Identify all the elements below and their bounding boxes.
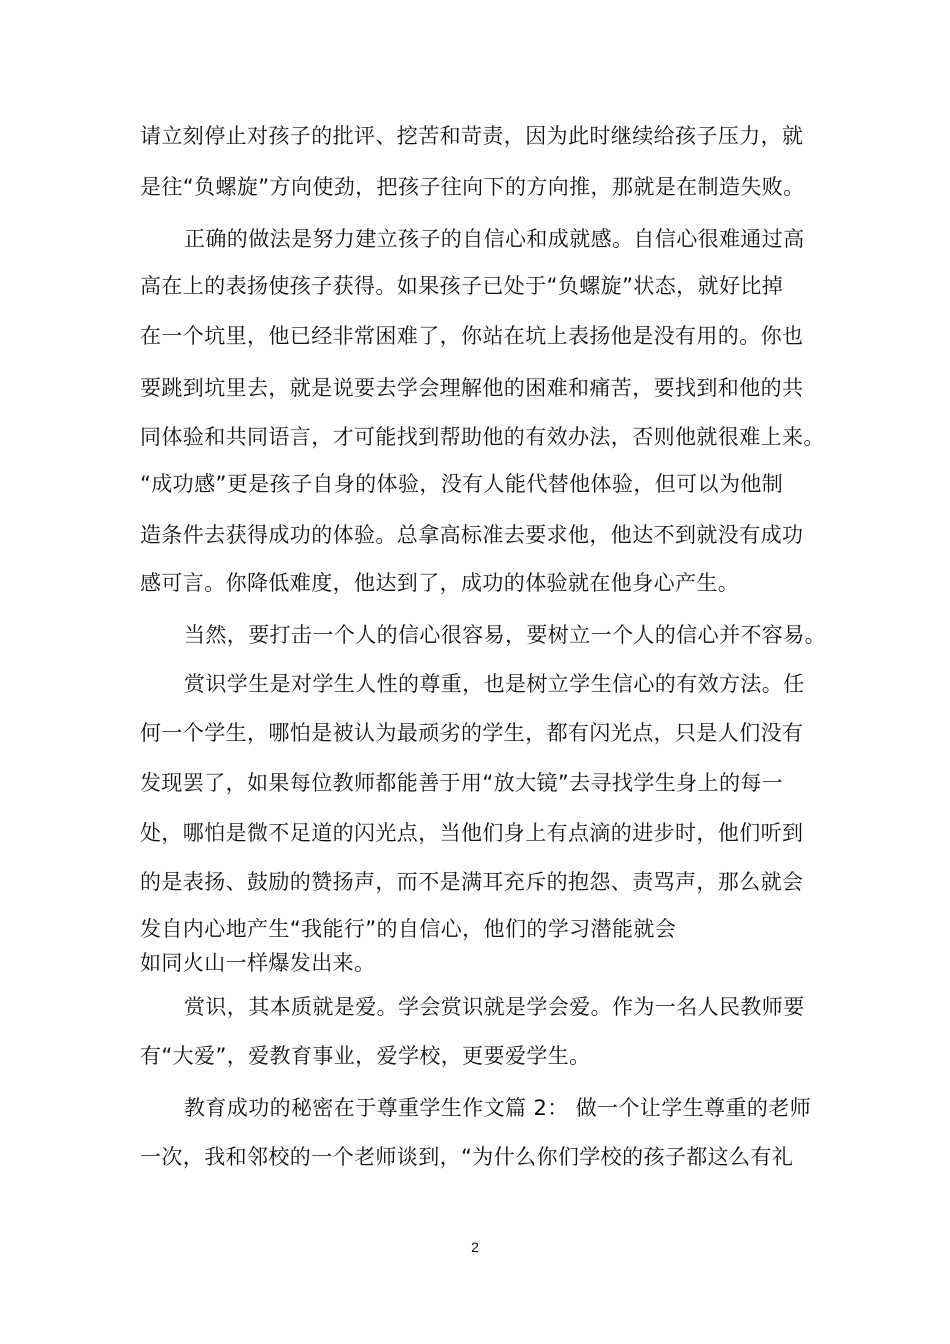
paragraph-start-line: 教育成功的秘密在于尊重学生作文篇 2： 做一个让学生尊重的老师 — [184, 1096, 812, 1120]
paragraph-start-line: 当然，要打击一个人的信心很容易，要树立一个人的信心并不容易。 — [184, 623, 826, 647]
text-line: 有“大爱”，爱教育事业，爱学校，更要爱学生。 — [140, 1044, 591, 1068]
text-line: 处，哪怕是微不足道的闪光点，当他们身上有点滴的进步时，他们听到 — [140, 821, 804, 845]
text-line: 一次，我和邻校的一个老师谈到，“为什么你们学校的孩子都这么有礼 — [140, 1145, 794, 1169]
text-line: 请立刻停止对孩子的批评、挖苦和苛责，因为此时继续给孩子压力，就 — [140, 124, 804, 148]
text-line: 要跳到坑里去，就是说要去学会理解他的困难和痛苦，要找到和他的共 — [140, 376, 804, 400]
text-line: “成功感”更是孩子自身的体验，没有人能代替他体验，但可以为他制 — [140, 472, 784, 496]
text-line: 是往“负螺旋”方向使劲，把孩子往向下的方向推，那就是在制造失败。 — [140, 175, 805, 199]
text-line: 如同火山一样爆发出来。 — [140, 951, 376, 975]
paragraph-start-line: 赏识，其本质就是爱。学会赏识就是学会爱。作为一名人民教师要 — [184, 995, 805, 1019]
text-line: 发现罢了，如果每位教师都能善于用“放大镜”去寻找学生身上的每一 — [140, 771, 784, 795]
text-line: 高在上的表扬使孩子获得。如果孩子已处于“负螺旋”状态，就好比掉 — [140, 274, 784, 298]
text-line: 何一个学生，哪怕是被认为最顽劣的学生，都有闪光点，只是人们没有 — [140, 721, 804, 745]
text-line: 造条件去获得成功的体验。总拿高标准去要求他，他达不到就没有成功 — [140, 523, 804, 547]
text-line: 发自内心地产生“我能行”的自信心，他们的学习潜能就会 — [140, 917, 677, 941]
text-line: 的是表扬、鼓励的赞扬声，而不是满耳充斥的抱怨、责骂声，那么就会 — [140, 870, 804, 894]
text-line: 同体验和共同语言，才可能找到帮助他的有效办法，否则他就很难上来。 — [140, 425, 825, 449]
paragraph-start-line: 正确的做法是努力建立孩子的自信心和成就感。自信心很难通过高 — [184, 227, 805, 251]
text-line: 感可言。你降低难度，他达到了，成功的体验就在他身心产生。 — [140, 571, 740, 595]
paragraph-start-line: 赏识学生是对学生人性的尊重，也是树立学生信心的有效方法。任 — [184, 672, 805, 696]
text-line: 在一个坑里，他已经非常困难了，你站在坑上表扬他是没有用的。你也 — [140, 324, 804, 348]
page-number: 2 — [471, 1239, 479, 1255]
